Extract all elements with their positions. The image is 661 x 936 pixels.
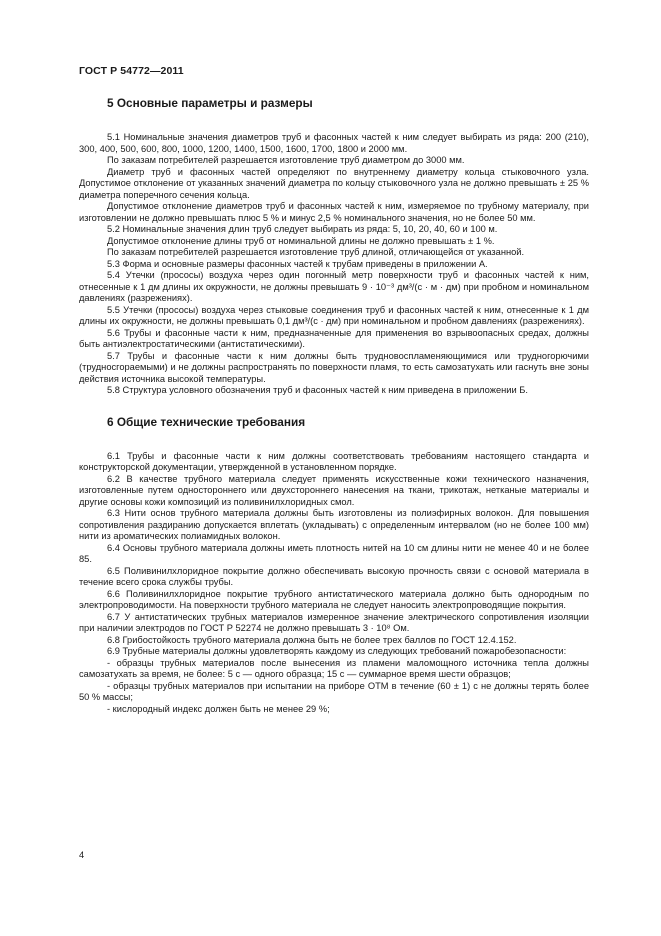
page-number: 4 bbox=[79, 850, 85, 860]
paragraph-5-4: 5.4 Утечки (прососы) воздуха через один погонный метр поверхности труб и фасонных частей к ним, отнесенные к 1 дм длины их окружности, не должны превышать 9 · 10⁻³ дм³/(с · м · дм) при пробном и номинальном давлениях (разрежениях). bbox=[79, 270, 589, 303]
paragraph-6-5: 6.5 Поливинилхлоридное покрытие должно обеспечивать высокую прочность связи с основой материала в течение всего срока службы трубы. bbox=[79, 565, 589, 587]
paragraph-6-1: 6.1 Трубы и фасонные части к ним должны соответствовать требованиям настоящего стандарта и конструкторской документации, утвержденной в установленном порядке. bbox=[79, 450, 589, 472]
paragraph-5-1-diameter-definition: Диаметр труб и фасонных частей определяют по внутреннему диаметру кольца стыковочного узла. Допустимое отклонение от указанных значений диаметра по кольцу стыковочного узла не должно превышать ± 25 % диаметра поперечного сечения кольца. bbox=[79, 166, 589, 200]
paragraph-5-1-custom-diameter: По заказам потребителей разрешается изготовление труб диаметром до 3000 мм. bbox=[107, 155, 465, 165]
paragraph-6-8: 6.8 Грибостойкость трубного материала должна быть не более трех баллов по ГОСТ 12.4.152. bbox=[107, 634, 517, 645]
paragraph-6-4: 6.4 Основы трубного материала должны иметь плотность нитей на 10 см длины нити не менее 40 и не более 85. bbox=[79, 542, 589, 564]
paragraph-5-1-diameter-tolerance: Допустимое отклонение диаметров труб и фасонных частей к ним, измеряемое по трубному материалу, при изготовлении не должно превышать плюс 5 % и минус 2,5 % номинального значения, но не более 50 мм. bbox=[79, 201, 589, 223]
list-item-oxygen-index: - кислородный индекс должен быть не менее 29 %; bbox=[107, 703, 330, 714]
paragraph-6-2: 6.2 В качестве трубного материала следует применять искусственные кожи технического назначения, изготовленные путем одностороннего или двухстороннего нанесения на ткани, трикотаж, нетканые материалы и другие основы кожи композиций из поливинилхлоридных смол. bbox=[79, 473, 589, 507]
section-6-heading: 6 Общие технические требования bbox=[107, 414, 306, 429]
paragraph-6-9: 6.9 Трубные материалы должны удовлетворять каждому из следующих требований пожаробезопасности: bbox=[107, 646, 567, 656]
paragraph-5-1: 5.1 Номинальные значения диаметров труб и фасонных частей к ним следует выбирать из ряда: 200 (210), 300, 400, 500, 600, 800, 1000, 1200, 1400, 1500, 1600, 1700, 1800 и 2000 мм. bbox=[79, 132, 589, 154]
paragraph-5-6: 5.6 Трубы и фасонные части к ним, предназначенные для применения во взрывоопасных средах, должны быть антиэлектростатическими (антистатическими). bbox=[79, 327, 589, 349]
paragraph-5-7: 5.7 Трубы и фасонные части к ним должны быть трудновоспламеняющимися или трудногорючими (трудносгораемыми) и не должны распространять по поверхности пламя, то есть самозатухать или гаснуть вне зоны действия источника высокой температуры. bbox=[79, 350, 589, 384]
list-item-mass-loss: - образцы трубных материалов при испытании на приборе ОТМ в течение (60 ± 1) с не должны терять более 50 % массы; bbox=[79, 680, 589, 702]
paragraph-5-3: 5.3 Форма и основные размеры фасонных частей к трубам приведены в приложении А. bbox=[107, 258, 488, 269]
paragraph-5-5: 5.5 Утечки (прососы) воздуха через стыковые соединения труб и фасонных частей к ним, отнесенные к 1 дм длины их окружности, не должны превышать 0,1 дм³/(с · дм) при номинальном и пробном давлениях (разрежениях). bbox=[79, 304, 589, 326]
paragraph-5-8: 5.8 Структура условного обозначения труб и фасонных частей к ним приведена в приложении Б. bbox=[107, 385, 528, 395]
paragraph-5-2: 5.2 Номинальные значения длин труб следует выбирать из ряда: 5, 10, 20, 40, 60 и 100 м. bbox=[107, 224, 498, 234]
section-5-heading: 5 Основные параметры и размеры bbox=[107, 96, 313, 110]
paragraph-6-7: 6.7 У антистатических трубных материалов измеренное значение электрического сопротивления изоляции при наличии электродов по ГОСТ Р 52274 не должно превышать 3 · 10⁸ Ом. bbox=[79, 611, 589, 633]
paragraph-5-2-custom-length: По заказам потребителей разрешается изготовление труб длиной, отличающейся от указанной. bbox=[107, 247, 525, 257]
paragraph-6-6: 6.6 Поливинилхлоридное покрытие трубного антистатического материала должно быть однородным по электропроводимости. На поверхности трубного материала не следует наносить электропроводящие покрытия. bbox=[79, 588, 589, 610]
paragraph-6-3: 6.3 Нити основ трубного материала должны быть изготовлены из полиэфирных волокон. Для повышения сопротивления раздиранию допускается вплетать (укладывать) с определенным интервалом (но не более 100 мм) нити из ароматических полиамидных волокон. bbox=[79, 508, 589, 541]
document-body bbox=[79, 96, 589, 715]
document-code-header: ГОСТ Р 54772—2011 bbox=[79, 65, 184, 77]
paragraph-5-2-length-tolerance: Допустимое отклонение длины труб от номинальной длины не должно превышать ± 1 %. bbox=[107, 235, 495, 246]
list-item-self-extinguish: - образцы трубных материалов после вынесения из пламени маломощного источника тепла должны самозатухать за время, не более: 5 с — одного образца; 15 с — суммарное время шести образцов; bbox=[79, 657, 589, 679]
